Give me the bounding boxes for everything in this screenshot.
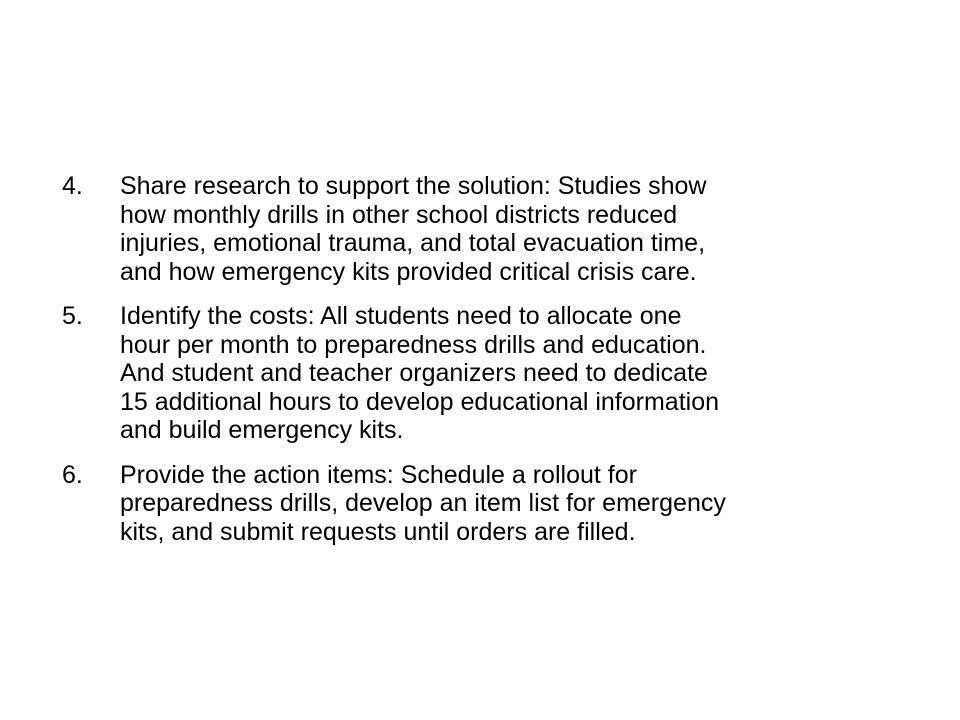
list-item-6 [62,461,902,547]
list-item-4 [62,172,902,286]
item-text-line: kits, and submit requests until orders are filled. [120,517,636,546]
item-text-line: preparedness drills, develop an item list for emergency [120,489,726,517]
item-text-line: And student and teacher organizers need to dedicate [120,359,708,387]
item-text-line: Share research to support the solution: Studies show [120,172,707,200]
item-number: 6. [62,460,83,489]
item-text-line: 15 additional hours to develop educational information [120,387,720,416]
numbered-list [62,172,902,562]
item-number: 4. [62,172,83,200]
list-item-5 [62,302,902,445]
item-text-line: and how emergency kits provided critical crisis care. [120,257,697,286]
item-text-line: hour per month to preparedness drills and education. [120,330,707,359]
item-text-line: how monthly drills in other school districts reduced [120,200,678,229]
item-number: 5. [62,302,83,330]
item-text-line: Provide the action items: Schedule a rollout for [120,460,637,489]
item-text-line: Identify the costs: All students need to allocate one [120,302,682,330]
item-text-line: and build emergency kits. [120,416,404,444]
item-text-line: injuries, emotional trauma, and total evacuation time, [120,229,706,257]
